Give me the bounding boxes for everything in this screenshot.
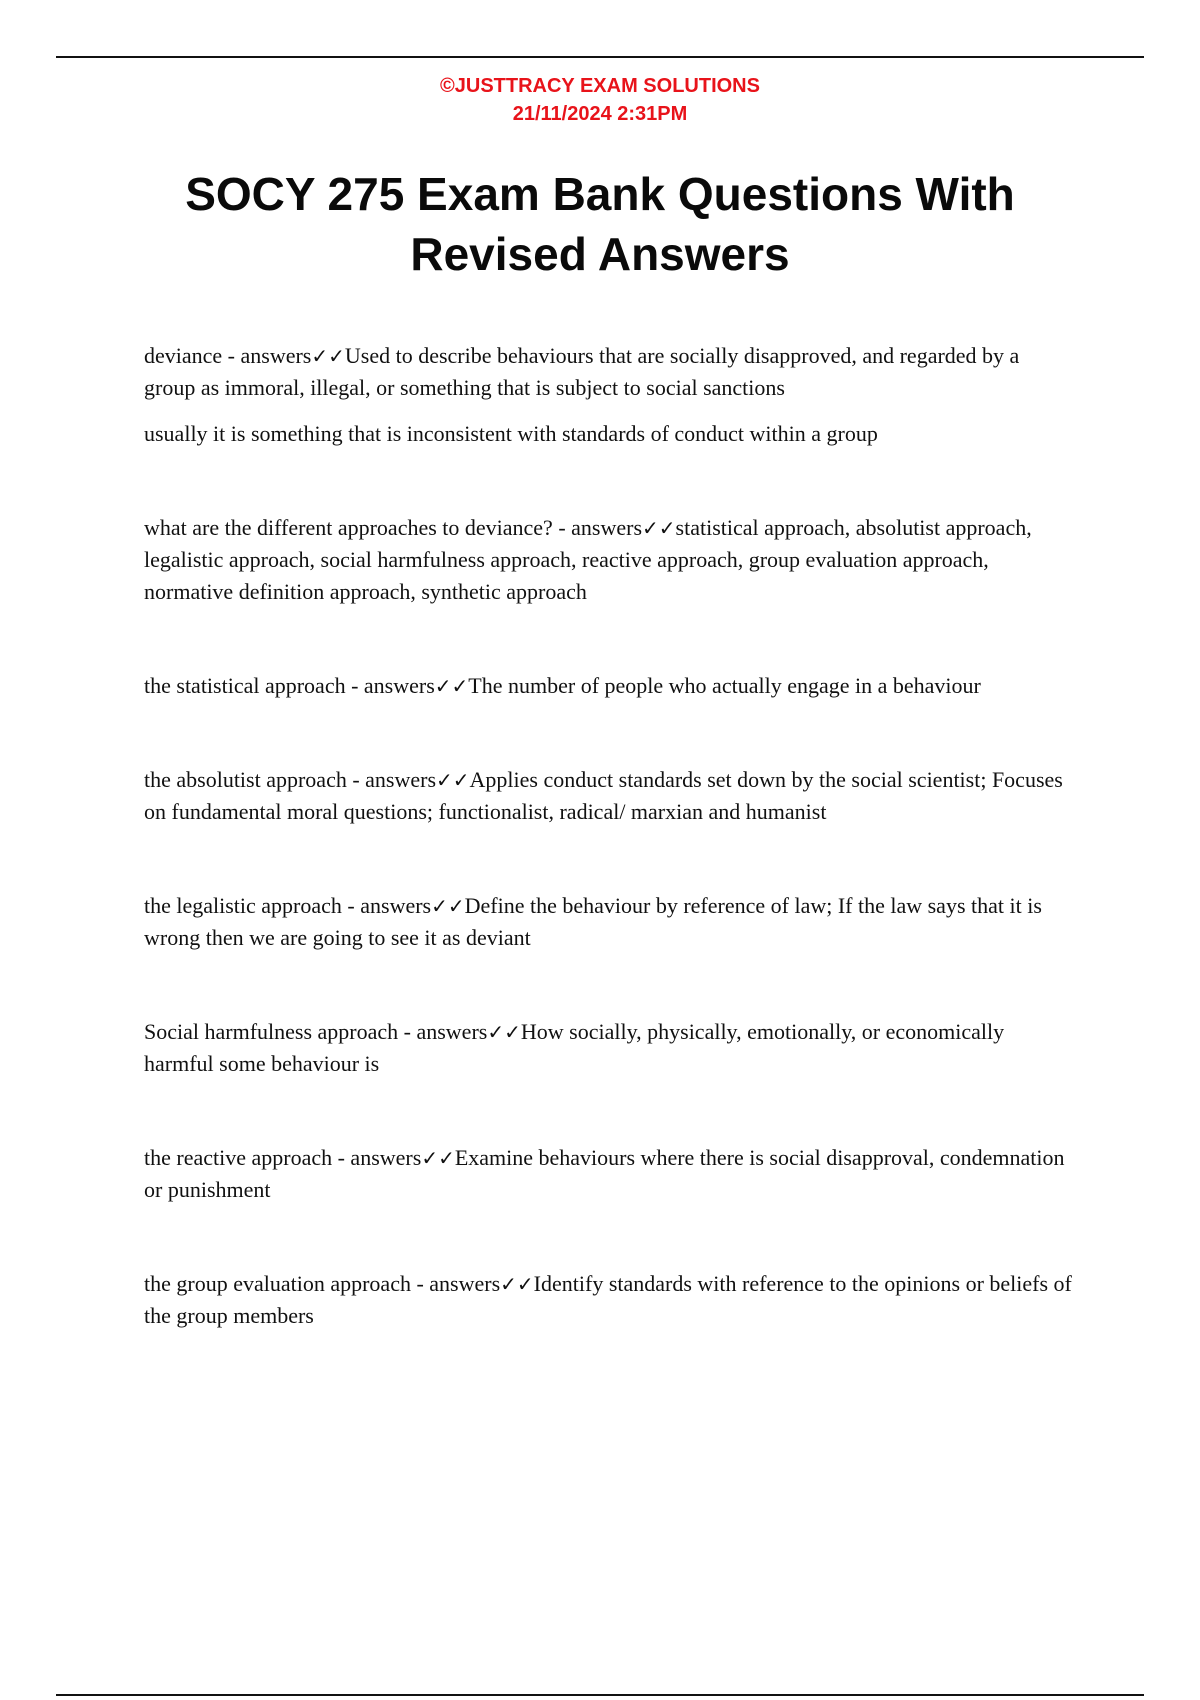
answer-checkmarks: ✓✓ — [431, 894, 465, 918]
answer-text: Applies conduct standards set down by the social scientist; Focuses on fundamental moral questions; functionalist, radical/ marxian and humanist — [144, 767, 1063, 824]
answer-checkmarks: ✓✓ — [311, 344, 345, 368]
question-text: deviance - answers — [144, 343, 312, 368]
answer-text: Examine behaviours where there is social disapproval, condemnation or punishment — [144, 1145, 1065, 1202]
document-header — [0, 72, 1200, 128]
qa-text — [144, 1142, 1074, 1206]
datetime-line: 21/11/2024 2:31PM — [512, 103, 688, 125]
qa-entry — [144, 1268, 1074, 1332]
qa-entry — [144, 1016, 1074, 1080]
qa-entry — [144, 340, 1074, 450]
document-title: SOCY 275 Exam Bank Questions With Revised Answers — [185, 168, 1015, 280]
answer-text: Identify standards with reference to the opinions or beliefs of the group members — [144, 1271, 1072, 1328]
answer-text: Used to describe behaviours that are socially disapproved, and regarded by a group as immoral, illegal, or something that is subject to social sanctions — [144, 343, 1020, 400]
qa-list — [144, 340, 1074, 1394]
answer-checkmarks: ✓✓ — [500, 1272, 534, 1296]
qa-text — [144, 764, 1074, 828]
qa-text — [144, 340, 1074, 404]
qa-text — [144, 512, 1074, 608]
qa-entry — [144, 890, 1074, 954]
answer-checkmarks: ✓✓ — [436, 768, 470, 792]
question-text: the absolutist approach - answers — [144, 767, 437, 792]
answer-text: Define the behaviour by reference of law; If the law says that it is wrong then we are going to see it as deviant — [144, 893, 1042, 950]
qa-entry — [144, 512, 1074, 608]
copyright-line: ©JUSTTRACY EXAM SOLUTIONS — [440, 75, 760, 97]
qa-entry — [144, 1142, 1074, 1206]
answer-checkmarks: ✓✓ — [421, 1146, 455, 1170]
answer-text: The number of people who actually engage in a behaviour — [468, 673, 981, 698]
question-text: the legalistic approach - answers — [144, 893, 432, 918]
question-text: the group evaluation approach - answers — [144, 1271, 501, 1296]
question-text: Social harmfulness approach - answers — [144, 1019, 488, 1044]
answer-text: How socially, physically, emotionally, or economically harmful some behaviour is — [144, 1019, 1005, 1076]
answer-checkmarks: ✓✓ — [487, 1020, 521, 1044]
bottom-rule — [56, 1694, 1144, 1696]
answer-checkmarks: ✓✓ — [434, 674, 469, 698]
qa-text — [144, 890, 1074, 954]
question-text: the statistical approach - answers — [144, 673, 435, 698]
answer-extra-text: usually it is something that is inconsistent with standards of conduct within a group — [144, 421, 878, 446]
answer-checkmarks: ✓✓ — [642, 516, 676, 540]
question-text: what are the different approaches to deviance? - answers — [144, 515, 643, 540]
qa-text — [144, 670, 1074, 702]
qa-text — [144, 1016, 1074, 1080]
qa-text — [144, 1268, 1074, 1332]
top-rule — [56, 56, 1144, 58]
question-text: the reactive approach - answers — [144, 1145, 422, 1170]
answer-text: statistical approach, absolutist approach, legalistic approach, social harmfulness approach, reactive approach, group evaluation approach, normative definition approach, synthetic approach — [144, 515, 1032, 604]
qa-entry — [144, 764, 1074, 828]
qa-entry — [144, 670, 1074, 702]
